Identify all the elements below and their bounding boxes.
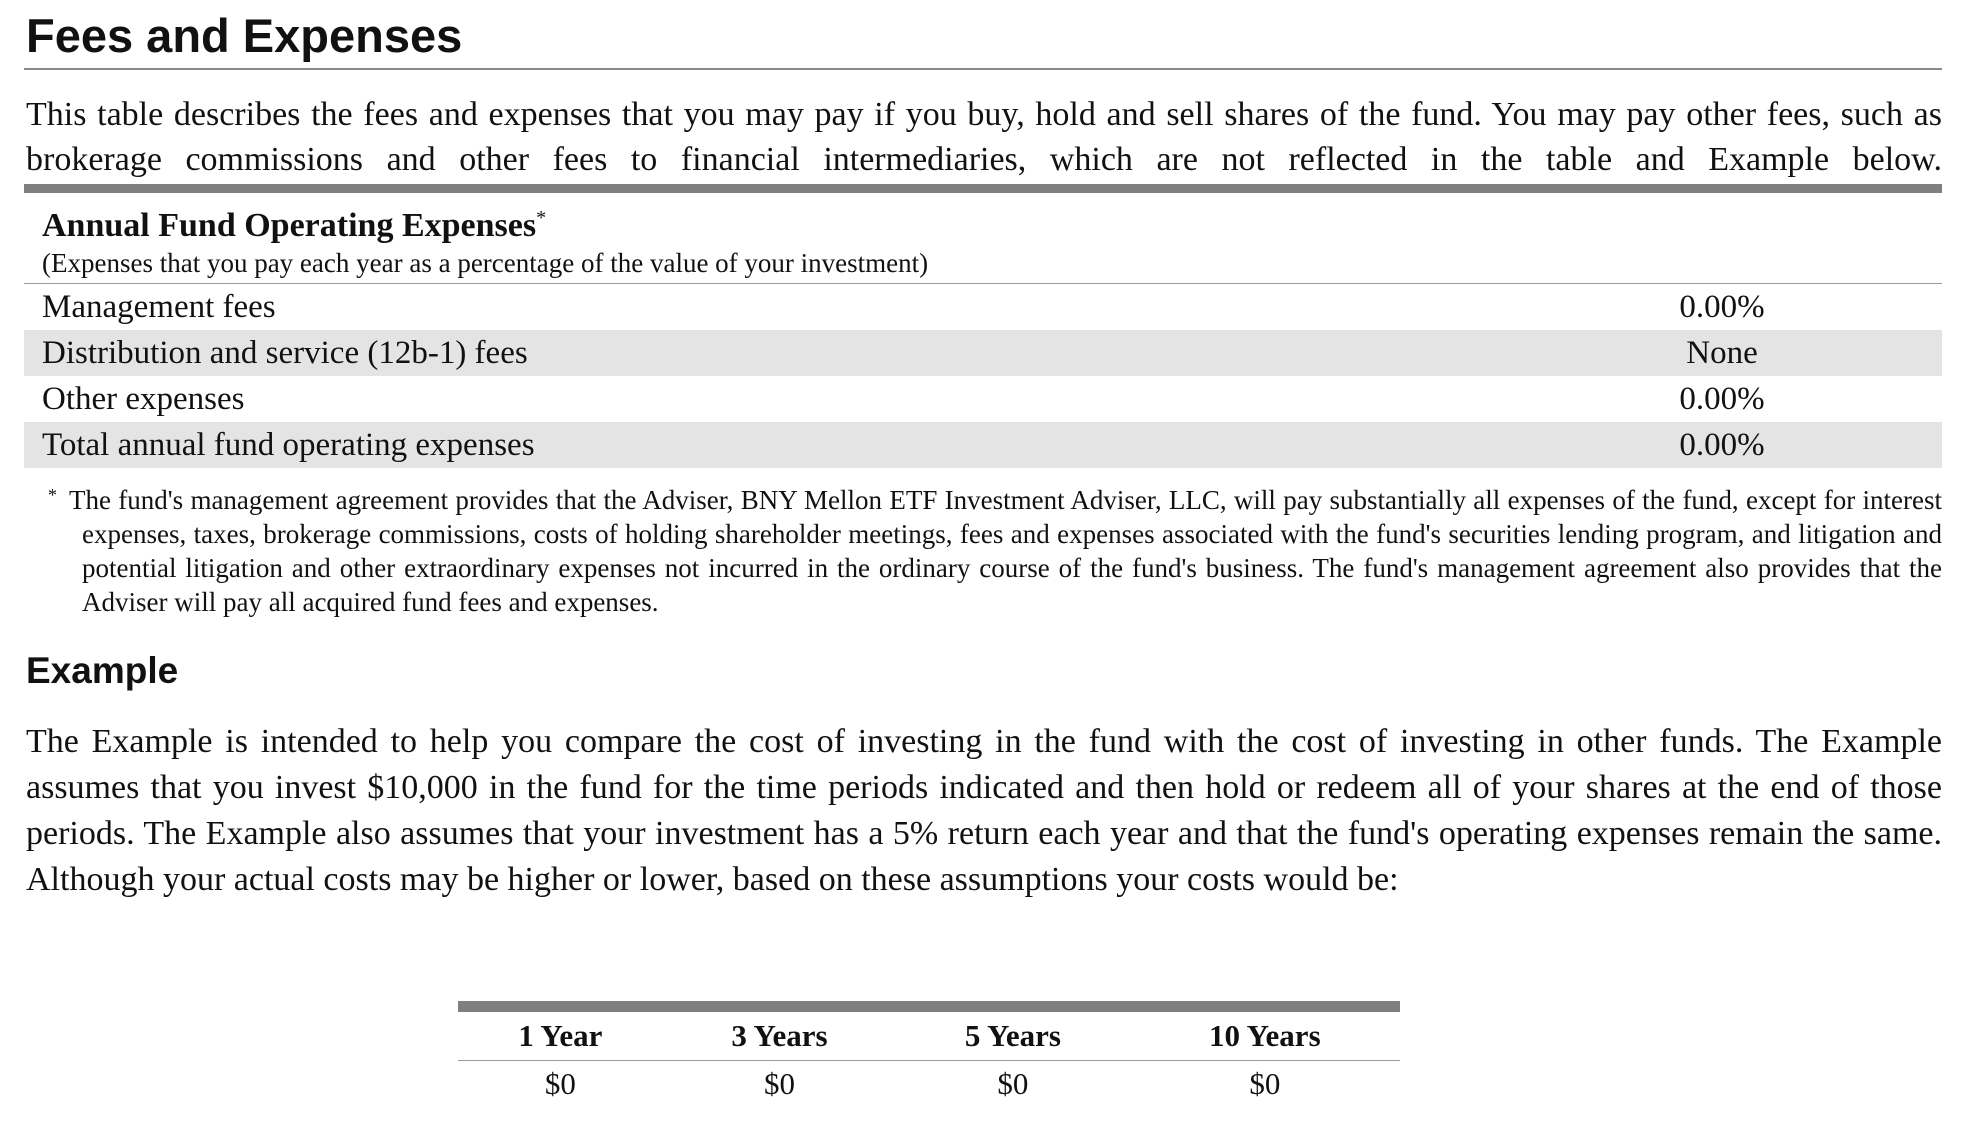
footnote-star: *	[48, 485, 57, 505]
value-5-years: $0	[997, 1066, 1029, 1101]
example-heading: Example	[26, 650, 179, 691]
row-value: 0.00%	[1679, 288, 1765, 325]
row-label: Management fees	[42, 288, 276, 325]
value-3-years: $0	[763, 1066, 795, 1101]
header-10-years: 10 Years	[1130, 1012, 1400, 1061]
table-row	[24, 376, 1942, 422]
row-label: Other expenses	[42, 380, 245, 417]
value-1-year: $0	[544, 1066, 576, 1101]
fees-table-subtitle: (Expenses that you pay each year as a percentage of the value of your investment)	[42, 248, 929, 278]
example-value-row	[458, 1061, 1400, 1108]
fees-table-title-text: Annual Fund Operating Expenses	[42, 207, 537, 244]
fees-table-title	[42, 197, 1942, 247]
table-row	[24, 284, 1942, 331]
row-value: 0.00%	[1611, 422, 1942, 468]
row-label: Total annual fund operating expenses	[24, 422, 1611, 468]
example-table-top-rule	[458, 1001, 1400, 1012]
header-1-year: 1 Year	[458, 1012, 663, 1061]
document	[24, 0, 1942, 903]
example-paragraph: The Example is intended to help you compare the cost of investing in the fund with the cost of investing in other funds. The Example assumes that you invest $10,000 in the fund for the time periods indicated and then hold or redeem all of your shares at the end of those periods. The Example also assumes that your investment has a 5% return each year and that the fund's operating expenses remain the same. Although your actual costs may be higher or lower, based on these assumptions your costs would be:	[26, 723, 1942, 898]
footnote	[42, 478, 1942, 619]
fees-table	[24, 193, 1942, 468]
row-value: None	[1611, 330, 1942, 376]
example-table	[458, 1012, 1400, 1107]
value-10-years: $0	[1249, 1066, 1281, 1101]
table-row	[24, 330, 1942, 376]
example-header-row	[458, 1012, 1400, 1061]
header-5-years: 5 Years	[896, 1012, 1129, 1061]
footnote-text: The fund's management agreement provides that the Adviser, BNY Mellon ETF Investment Adviser, LLC, will pay substantially all expenses of the fund, except for interest expenses, taxes, brokerage commissions, costs of holding shareholder meetings, fees and expenses associated with the fund's securities lending program, and litigation and potential litigation and other extraordinary expenses not incurred in the ordinary course of the fund's business. The fund's management agreement also provides that the Adviser will pay all acquired fund fees and expenses.	[69, 485, 1942, 617]
intro-paragraph: This table describes the fees and expenses that you may pay if you buy, hold and sell shares of the fund. You may pay other fees, such as brokerage commissions and other fees to financial intermediaries, which are not reflected in the table and Example below.	[26, 96, 1942, 178]
header-3-years: 3 Years	[663, 1012, 896, 1061]
fees-table-caption	[24, 193, 1942, 284]
row-value: 0.00%	[1679, 380, 1765, 417]
table-top-rule	[24, 184, 1942, 193]
row-label: Distribution and service (12b-1) fees	[24, 330, 1611, 376]
section-heading: Fees and Expenses	[26, 9, 463, 62]
table-row	[24, 422, 1942, 468]
footnote-mark: *	[536, 207, 547, 229]
heading-divider	[24, 68, 1942, 70]
example-table-wrap	[458, 1001, 1400, 1107]
